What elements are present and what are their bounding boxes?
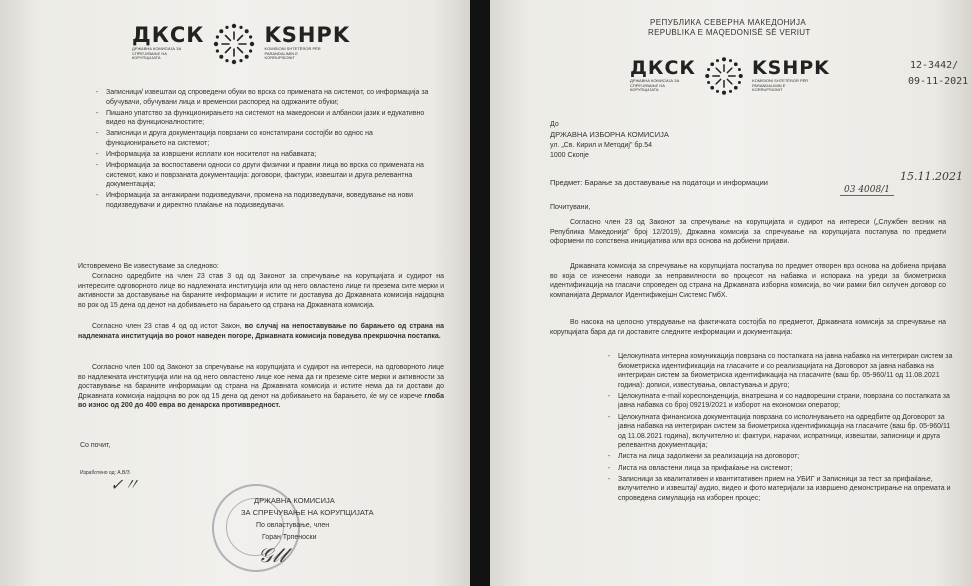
list-item: - Записници/ извештаи од спроведени обуки во врска со примената на системот, со информација за обучувачи, обучувани лица и временски распоред на одржаните обуки; — [96, 88, 434, 107]
paragraph-case-description — [550, 262, 946, 300]
list-item: - Листа на овластени лица за прифаќање на системот; — [608, 464, 954, 474]
kshpk-logo — [132, 24, 350, 72]
initials-signature: ✓〃 — [110, 475, 140, 494]
closing-regards: Со почит, — [80, 442, 111, 449]
logo-cyr-text: ДКСК — [132, 23, 205, 47]
received-stamp-number: 03 4008/1 — [840, 185, 894, 196]
sunburst-logo-icon — [698, 50, 750, 102]
handwritten-signature: 𝒢𝓁𝓁 — [258, 543, 286, 567]
reference-date: 09-11-2021 — [908, 76, 969, 87]
list-item: - Записници за квалитативен и квантитативен прием на УБИГ и Записници за тест за прифаќање, вклучително и извештај/ аудио, видео и фото материјали за извршено демонстрирање на опремата и спроведена симулација на изборен процес; — [608, 475, 954, 504]
logo-lat-subtitle: KOMISIONI SHTETËROR PËR PARANDALIMIN E KORRUPSIONIT — [751, 78, 809, 92]
letter-page-right — [490, 0, 972, 586]
paragraph-fine — [78, 363, 444, 411]
received-date-handwritten: 15.11.2021 — [900, 170, 963, 183]
recipient-to: До — [550, 121, 559, 128]
paragraph-text: Во насока на целосно утврдување на фактичката состојба по предметот, Државната комисија за спречување на корупцијата бара да ги доставите следните информации и документација: — [550, 319, 946, 336]
list-item: - Записници и друга документација поврзани со констатирани состојби во однос на функционирањето на системот; — [96, 129, 434, 148]
paragraph-text: Согласно одредбите на член 23 став 3 од од Законот за спречување на корупцијата и судирот на интересите одговорното лице во надлежната институција или од него овластено лице ги презема сите мерки и активности за доставување на бараните информации и истите ги доставува до Државната комисија — [78, 273, 444, 300]
paragraph-bold-text: најдоцна во рок од 15 дена од денот на добивањето на барањето од страна на Државната комисија. — [78, 292, 444, 309]
header-country-cyr: РЕПУБЛИКА СЕВЕРНА МАКЕДОНИЈА — [650, 18, 807, 27]
paragraph-text: Согласно член 100 од Законот за спречување на корупцијата и судирот на интереси, на одговорното лице во надлежната институција или на од него овластено лице кое нема да ги преземе сите мерки и активности за доставување на бараните информации од страна на Државната комисија и истите нема да ги достави до Државната комисија најдоцна во рок од 15 дена од денот на добивањето на барањето, ќе му се изрече — [78, 364, 444, 400]
list-item: - Информација за ангажирани подизведувачи, промена на подизведувачи, воведување на нови подизведувачи и директно плаќање на подизведувачи. — [96, 191, 434, 210]
logo-lat-subtitle: KOMISIONI SHTETËROR PËR PARANDALIMIN E KORRUPSIONIT — [264, 46, 321, 60]
paragraph-request — [550, 318, 946, 337]
list-item: - Информација за воспоставени односи со други физички и правни лица во врска со примената на системот, како и поврзаната документација: договори, фактури, извештаи и друга релевантна документација; — [96, 161, 434, 190]
header-country-lat: REPUBLIKA E MAQEDONISË SË VERIUT — [648, 28, 811, 37]
paragraph-text: Државната комисија за спречување на корупцијата постапува по предмет отворен врз основа на добиена пријава во која се изнесени наводи за неправилности во процесот на набавка и испорака на уреди за биометриска идентификација на гласачи спроведен од страна на Државната изборна комисија, во чии рамки бил склучен договор со компанијата Дермалог Идентификејшн Системс ГмбХ. — [550, 263, 946, 299]
logo-lat-text: KSHPK — [751, 57, 830, 79]
requested-documents-list-left — [96, 88, 434, 212]
list-item: - Информација за извршени исплати кон носителот на набавката; — [96, 150, 434, 160]
notice-intro: Истовремено Ве известуваме за следново: — [78, 263, 219, 270]
paragraph-deadline — [78, 272, 444, 310]
logo-lat-text: KSHPK — [264, 23, 351, 47]
signatory-name: Горан Трпеноски — [262, 534, 317, 541]
paragraph-text: Согласно член 23 став 4 од од истот Закон, — [92, 323, 242, 330]
paragraph-text: Согласно член 23 од Законот за спречување на корупцијата и судирот на интереси („Службен весник на Република Македонија" број 12/2019), Државна комисија за спречување на корупцијата постапува по предмети оформени по сопствена иницијатива или врз основа на добиени пријави. — [550, 219, 946, 246]
list-item: - Листа на лица задолжени за реализација на договорот; — [608, 452, 954, 462]
recipient-city: 1000 Скопје — [550, 152, 589, 159]
signature-org-line2: ЗА СПРЕЧУВАЊЕ НА КОРУПЦИЈАТА — [241, 508, 374, 517]
prepared-by: Изработено од: А.В/З — [80, 470, 130, 476]
signature-org-line1: ДРЖАВНА КОМИСИЈА — [254, 496, 335, 505]
paragraph-misdemeanor — [78, 322, 444, 341]
list-item: - Пишано упатство за функционирањето на системот на македонски и албански јазик и едукативно видео на функционалностите; — [96, 109, 434, 128]
paragraph-bold-text: во случај на непоставување по барањето од страна на надлежната институција во рокот наведен погоре, Државната комисија поведува прекршочна постапка. — [78, 323, 444, 340]
logo-cyr-subtitle: ДРЖАВНА КОМИСИЈА ЗА СПРЕЧУВАЊЕ НА КОРУПЦИЈАТА — [132, 46, 182, 60]
paragraph-bold-text: глоба во износ од 200 до 400 евра во денарска противвредност. — [78, 392, 444, 410]
logo-cyr-text: ДКСК — [630, 57, 696, 79]
recipient-name: ДРЖАВНА ИЗБОРНА КОМИСИЈА — [550, 130, 669, 139]
letter-page-left — [0, 0, 470, 586]
kshpk-logo — [630, 58, 830, 102]
reference-number: 12-3442/ — [910, 60, 959, 71]
paragraph-legal-basis — [550, 218, 946, 247]
signature-authorization: По овластување, член — [256, 522, 330, 529]
requested-documents-list-right — [608, 352, 954, 505]
salutation: Почитувани, — [550, 204, 591, 211]
recipient-address: ул. „Св. Кирил и Методиј" бр.54 — [550, 142, 653, 149]
sunburst-logo-icon — [206, 16, 262, 72]
list-item: - Целокупната финансиска документација поврзана со исполнувањето на одредбите од Договорот за јавна набавка на интегриран систем за биометриска идентификација на гласачите (ваш бр. 05-960/11 од 11.08.2021 година), вклучително и: фактури, нарачки, испратници, извештаи, записници и друга релевантна документација; — [608, 413, 954, 451]
logo-cyr-subtitle: ДРЖАВНА КОМИСИЈА ЗА СПРЕЧУВАЊЕ НА КОРУПЦИЈАТА — [630, 78, 680, 92]
letter-subject: Предмет: Барање за доставување на податоци и информации — [550, 178, 768, 187]
list-item: - Целокупната интерна комуникација поврзана со постапката на јавна набавка на интегриран систем за биометриска идентификација на гласачите и со реализацијата на Договорот за јавна набавка на интегриран систем за биометриска идентификација на гласачите (ваш бр. 05-960/11 од 11.08.2021 година): дописи, известувања, овластувања и друго; — [608, 352, 954, 390]
list-item: - Целокупната e-mail кореспонденција, внатрешна и со надворешни страни, поврзана со постапката за јавна набавка со број 09219/2021 и изборот на економски оператор; — [608, 392, 954, 411]
